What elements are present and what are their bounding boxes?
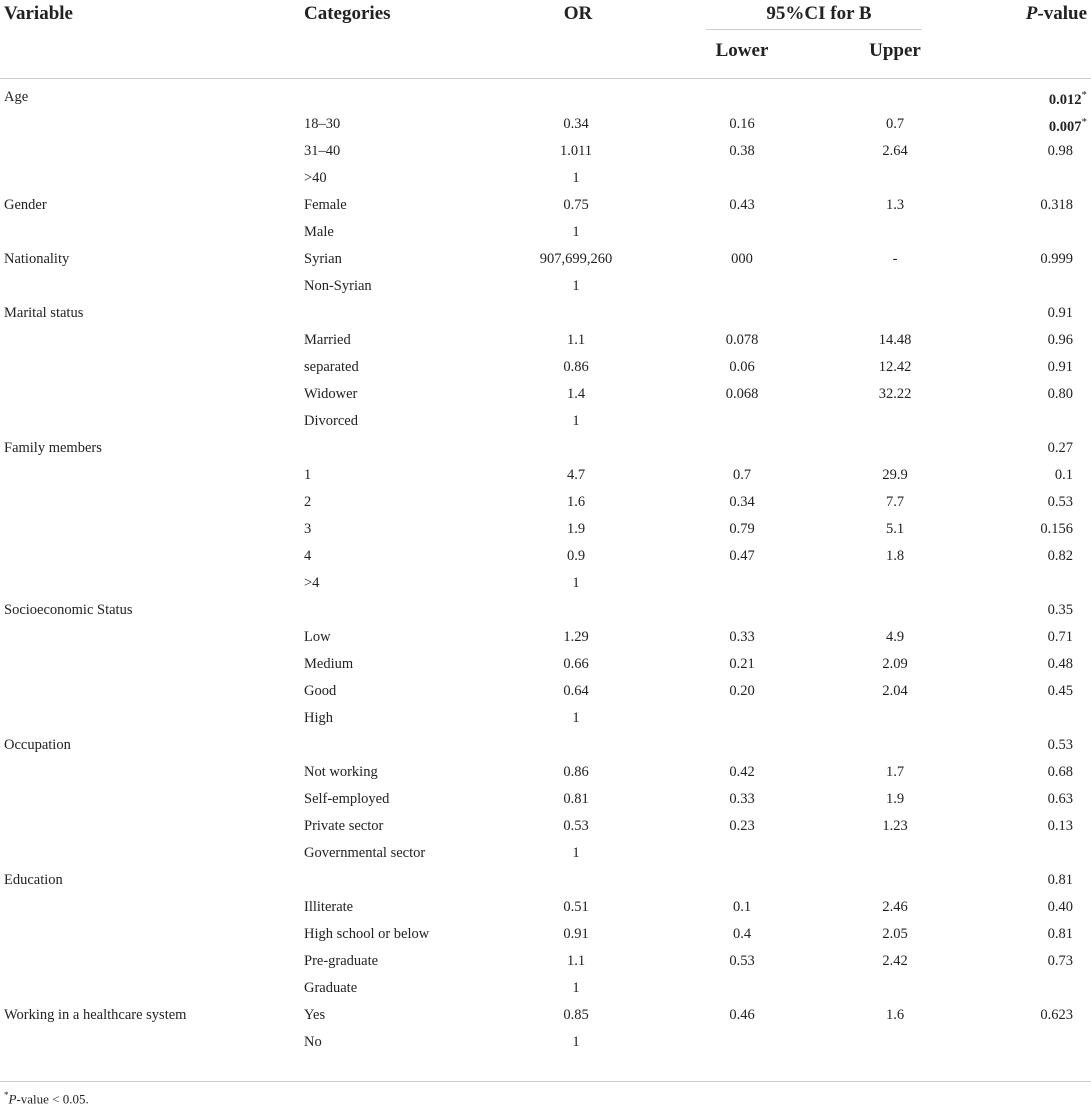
cell-category: Pre-graduate xyxy=(304,953,379,969)
table-row xyxy=(0,332,1091,359)
cell-lower: 0.47 xyxy=(729,548,755,564)
header-p-italic: P xyxy=(1025,3,1038,24)
cell-upper: 1.9 xyxy=(885,791,905,807)
cell-p-value: 0.73 xyxy=(1047,953,1073,969)
cell-or: 1 xyxy=(572,710,580,726)
cell-p-value: 0.81 xyxy=(1047,872,1073,888)
cell-category: Male xyxy=(304,224,334,240)
cell-category: Female xyxy=(304,197,347,213)
table-row xyxy=(0,278,1091,305)
cell-p-value: 0.13 xyxy=(1047,818,1073,834)
cell-lower: 0.21 xyxy=(729,656,755,672)
table-row xyxy=(0,926,1091,953)
table-row xyxy=(0,1034,1091,1061)
cell-p-value: 0.68 xyxy=(1047,764,1073,780)
cell-category: >4 xyxy=(304,575,320,591)
cell-variable: Family members xyxy=(4,440,102,456)
cell-or: 1.1 xyxy=(566,332,586,348)
cell-or: 1 xyxy=(572,278,580,294)
header-p-value xyxy=(1026,3,1087,25)
cell-variable: Working in a healthcare system xyxy=(4,1007,187,1023)
table-row xyxy=(0,197,1091,224)
cell-lower: 0.078 xyxy=(725,332,759,348)
cell-or: 4.7 xyxy=(566,467,586,483)
cell-lower: 0.06 xyxy=(729,359,755,375)
cell-upper: - xyxy=(892,251,898,267)
cell-category: 3 xyxy=(304,521,312,537)
cell-or: 0.91 xyxy=(563,926,589,942)
cell-or: 1 xyxy=(572,845,580,861)
cell-upper: 1.3 xyxy=(885,197,905,213)
significance-mark: * xyxy=(1081,116,1087,128)
table-row xyxy=(0,629,1091,656)
cell-or: 1 xyxy=(572,575,580,591)
table-row xyxy=(0,818,1091,845)
footnote-text: -value < 0.05. xyxy=(16,1091,89,1107)
cell-lower: 0.34 xyxy=(729,494,755,510)
cell-upper: 2.05 xyxy=(882,926,908,942)
table-row xyxy=(0,440,1091,467)
cell-p-value: 0.35 xyxy=(1047,602,1073,618)
cell-lower: 0.33 xyxy=(729,791,755,807)
cell-category: Yes xyxy=(304,1007,326,1023)
table-row xyxy=(0,494,1091,521)
table-row xyxy=(0,251,1091,278)
cell-or: 1.9 xyxy=(566,521,586,537)
footnote-p-italic: P xyxy=(8,1091,17,1107)
table-row xyxy=(0,521,1091,548)
table-row xyxy=(0,656,1091,683)
table-row xyxy=(0,602,1091,629)
cell-or: 1.6 xyxy=(566,494,586,510)
table-row xyxy=(0,575,1091,602)
cell-variable: Education xyxy=(4,872,63,888)
cell-category: Divorced xyxy=(304,413,358,429)
cell-variable: Nationality xyxy=(4,251,70,267)
cell-lower: 0.46 xyxy=(729,1007,755,1023)
cell-category: Non-Syrian xyxy=(304,278,372,294)
cell-p-value: 0.53 xyxy=(1047,737,1073,753)
cell-lower: 0.43 xyxy=(729,197,755,213)
cell-p-value: 0.81 xyxy=(1047,926,1073,942)
table-row xyxy=(0,845,1091,872)
cell-category: >40 xyxy=(304,170,327,186)
cell-upper: 1.6 xyxy=(885,1007,905,1023)
cell-lower: 0.38 xyxy=(729,143,755,159)
table-header xyxy=(0,0,1091,79)
table-row xyxy=(0,548,1091,575)
cell-variable: Age xyxy=(4,89,29,105)
cell-or: 1 xyxy=(572,980,580,996)
cell-lower: 0.1 xyxy=(732,899,752,915)
cell-category: 1 xyxy=(304,467,312,483)
cell-category: Good xyxy=(304,683,337,699)
cell-upper: 32.22 xyxy=(878,386,912,402)
table-row xyxy=(0,143,1091,170)
cell-or: 0.66 xyxy=(563,656,589,672)
table-body xyxy=(0,89,1091,1061)
cell-category: Married xyxy=(304,332,351,348)
cell-lower: 0.53 xyxy=(729,953,755,969)
cell-category: High xyxy=(304,710,333,726)
cell-upper: 29.9 xyxy=(882,467,908,483)
cell-p-value: 0.63 xyxy=(1047,791,1073,807)
cell-variable: Gender xyxy=(4,197,47,213)
significance-mark: * xyxy=(1081,89,1087,101)
cell-or: 0.51 xyxy=(563,899,589,915)
table-row xyxy=(0,89,1091,116)
table-row xyxy=(0,710,1091,737)
cell-p-value: 0.999 xyxy=(1040,251,1073,267)
cell-p-value: 0.318 xyxy=(1040,197,1073,213)
cell-category: 4 xyxy=(304,548,312,564)
cell-or: 907,699,260 xyxy=(539,251,613,267)
cell-p-value: 0.1 xyxy=(1054,467,1073,483)
table-row xyxy=(0,764,1091,791)
cell-category: Self-employed xyxy=(304,791,390,807)
table-row xyxy=(0,872,1091,899)
table-row xyxy=(0,413,1091,440)
cell-p-value: 0.98 xyxy=(1047,143,1073,159)
cell-or: 0.75 xyxy=(563,197,589,213)
cell-lower: 0.42 xyxy=(729,764,755,780)
table-row xyxy=(0,467,1091,494)
table-row xyxy=(0,980,1091,1007)
cell-category: Illiterate xyxy=(304,899,354,915)
cell-upper: 7.7 xyxy=(885,494,905,510)
cell-upper: 0.7 xyxy=(885,116,905,132)
header-categories: Categories xyxy=(304,3,391,24)
table-row xyxy=(0,683,1091,710)
cell-or: 0.81 xyxy=(563,791,589,807)
cell-upper: 1.7 xyxy=(885,764,905,780)
table-row xyxy=(0,305,1091,332)
cell-p-value: 0.53 xyxy=(1047,494,1073,510)
cell-p-value: 0.623 xyxy=(1040,1007,1073,1023)
cell-upper: 2.09 xyxy=(882,656,908,672)
table-row xyxy=(0,224,1091,251)
cell-p-value: 0.91 xyxy=(1047,359,1073,375)
p-value-number: 0.007 xyxy=(1048,118,1082,135)
cell-lower: 0.16 xyxy=(729,116,755,132)
cell-or: 1 xyxy=(572,170,580,186)
cell-variable: Occupation xyxy=(4,737,71,753)
header-lower: Lower xyxy=(715,40,769,61)
cell-upper: 4.9 xyxy=(885,629,905,645)
cell-upper: 2.64 xyxy=(882,143,908,159)
cell-category: 31–40 xyxy=(304,143,341,159)
cell-or: 0.85 xyxy=(563,1007,589,1023)
cell-p-value: 0.96 xyxy=(1047,332,1073,348)
footnote xyxy=(4,1090,89,1107)
cell-p-value xyxy=(1049,116,1087,136)
cell-lower: 0.79 xyxy=(729,521,755,537)
table-row xyxy=(0,737,1091,764)
cell-lower: 0.4 xyxy=(732,926,752,942)
cell-lower: 0.7 xyxy=(732,467,752,483)
cell-or: 0.64 xyxy=(563,683,589,699)
table-row xyxy=(0,791,1091,818)
cell-variable: Socioeconomic Status xyxy=(4,602,133,618)
cell-or: 0.9 xyxy=(566,548,586,564)
cell-category: High school or below xyxy=(304,926,430,942)
cell-upper: 1.8 xyxy=(885,548,905,564)
cell-upper: 14.48 xyxy=(878,332,912,348)
cell-upper: 12.42 xyxy=(878,359,912,375)
cell-p-value: 0.91 xyxy=(1047,305,1073,321)
cell-upper: 2.42 xyxy=(882,953,908,969)
cell-p-value: 0.40 xyxy=(1047,899,1073,915)
table-row xyxy=(0,170,1091,197)
cell-upper: 5.1 xyxy=(885,521,905,537)
cell-lower: 0.33 xyxy=(729,629,755,645)
header-or: OR xyxy=(563,3,593,24)
cell-category: Not working xyxy=(304,764,378,780)
cell-lower: 000 xyxy=(731,251,753,267)
cell-category: No xyxy=(304,1034,322,1050)
cell-or: 1.1 xyxy=(566,953,586,969)
cell-or: 1 xyxy=(572,1034,580,1050)
table-row xyxy=(0,1007,1091,1034)
cell-lower: 0.23 xyxy=(729,818,755,834)
cell-category: separated xyxy=(304,359,359,375)
table-row xyxy=(0,116,1091,143)
header-ci: 95%CI for B xyxy=(766,3,872,24)
header-p-rest: -value xyxy=(1037,3,1087,24)
cell-p-value: 0.80 xyxy=(1047,386,1073,402)
cell-variable: Marital status xyxy=(4,305,84,321)
cell-or: 1 xyxy=(572,224,580,240)
cell-category: Widower xyxy=(304,386,358,402)
table-row xyxy=(0,899,1091,926)
table-row xyxy=(0,953,1091,980)
cell-p-value: 0.45 xyxy=(1047,683,1073,699)
cell-or: 1.29 xyxy=(563,629,589,645)
cell-or: 0.86 xyxy=(563,764,589,780)
cell-category: Private sector xyxy=(304,818,384,834)
cell-or: 0.86 xyxy=(563,359,589,375)
cell-category: 2 xyxy=(304,494,312,510)
cell-p-value xyxy=(1049,89,1087,109)
cell-lower: 0.068 xyxy=(725,386,759,402)
cell-p-value: 0.156 xyxy=(1040,521,1073,537)
cell-upper: 2.46 xyxy=(882,899,908,915)
cell-p-value: 0.27 xyxy=(1047,440,1073,456)
cell-category: Low xyxy=(304,629,331,645)
cell-category: Governmental sector xyxy=(304,845,426,861)
footnote-mark: * xyxy=(4,1090,9,1100)
cell-or: 1.4 xyxy=(566,386,586,402)
cell-upper: 2.04 xyxy=(882,683,908,699)
cell-or: 1 xyxy=(572,413,580,429)
bottom-rule xyxy=(0,1081,1091,1082)
cell-p-value: 0.82 xyxy=(1047,548,1073,564)
cell-p-value: 0.71 xyxy=(1047,629,1073,645)
cell-category: 18–30 xyxy=(304,116,341,132)
header-upper: Upper xyxy=(869,40,921,61)
cell-or: 1.011 xyxy=(559,143,593,159)
table-row xyxy=(0,386,1091,413)
header-variable: Variable xyxy=(4,3,73,24)
ci-rule xyxy=(706,29,922,30)
cell-or: 0.53 xyxy=(563,818,589,834)
p-value-number: 0.012 xyxy=(1048,91,1082,108)
cell-p-value: 0.48 xyxy=(1047,656,1073,672)
cell-lower: 0.20 xyxy=(729,683,755,699)
cell-category: Medium xyxy=(304,656,354,672)
table-row xyxy=(0,359,1091,386)
cell-category: Graduate xyxy=(304,980,358,996)
cell-or: 0.34 xyxy=(563,116,589,132)
cell-category: Syrian xyxy=(304,251,342,267)
cell-upper: 1.23 xyxy=(882,818,908,834)
